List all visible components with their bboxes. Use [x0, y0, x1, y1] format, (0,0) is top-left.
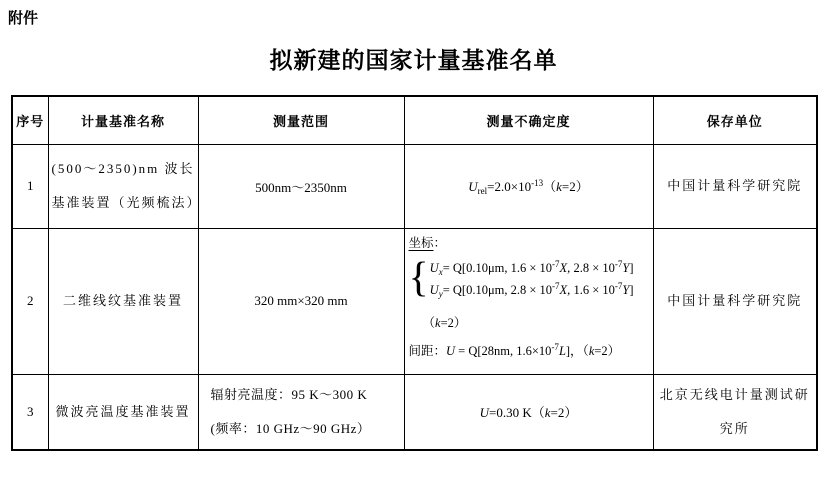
formula-exp: -7: [551, 341, 559, 352]
coordinate-label: 坐标: [408, 235, 434, 250]
paren-close: =2）: [440, 315, 467, 330]
table-row: [12, 228, 817, 374]
header-range: 测量范围: [198, 96, 404, 144]
row2-keeper: 中国计量科学研究院: [653, 228, 817, 374]
formula-x: X,: [559, 260, 571, 275]
paren-close: =2）: [550, 405, 578, 421]
formula-body: 2.8 × 10: [570, 260, 615, 275]
uncertainty-formula: [480, 405, 578, 420]
equation-uy: [430, 279, 634, 301]
row2-range: 320 mm×320 mm: [198, 228, 404, 374]
formula-var: U: [468, 179, 478, 194]
row1-name: (500～2350)nm 波长基准装置（光频梳法）: [48, 144, 198, 228]
formula-l: L: [558, 343, 566, 358]
uncertainty-formula: [468, 179, 588, 194]
row3-uncertainty: [404, 374, 653, 450]
paren-open: （: [543, 179, 557, 194]
row1-keeper: 中国计量科学研究院: [653, 144, 817, 228]
row1-seq: 1: [12, 144, 48, 228]
formula-exp: -7: [552, 258, 560, 269]
coordinate-label-line: [409, 235, 651, 251]
left-brace: {: [408, 255, 429, 302]
formula-body: =0.30 K（: [489, 405, 545, 421]
row1-uncertainty: [404, 144, 653, 228]
table-row: [12, 144, 817, 228]
formula-body: = Q[0.10μm, 1.6 × 10: [442, 260, 553, 275]
formula-body: =2.0×10: [487, 179, 532, 194]
attachment-label: 附件: [8, 10, 39, 27]
standards-table: [11, 95, 818, 451]
formula-var: U: [429, 283, 439, 298]
page-title: 拟新建的国家计量基准名单: [269, 48, 558, 73]
header-uncertainty: 测量不确定度: [404, 96, 653, 144]
paren-close: =2）: [561, 179, 589, 194]
spacing-label: 间距：: [408, 343, 447, 358]
formula-sub: y: [438, 289, 443, 300]
coordinate-colon: ：: [433, 235, 447, 250]
formula-exp: -7: [614, 281, 623, 292]
header-name: 计量基准名称: [48, 96, 198, 144]
row3-seq: 3: [12, 374, 48, 450]
formula-sub: x: [438, 266, 443, 277]
formula-body: ]，（: [565, 343, 589, 358]
formula-var: U: [479, 405, 490, 421]
formula-body: = Q[0.10μm, 2.8 × 10: [442, 283, 553, 298]
table-row: [12, 374, 817, 450]
range-line-2: (频率：10 GHz～90 GHz）: [210, 420, 371, 436]
row3-range: [198, 374, 404, 450]
row3-name: 微波亮温度基准装置: [48, 374, 198, 450]
formula-close: ]: [629, 283, 634, 298]
formula-close: ]: [629, 260, 634, 275]
spacing-formula-line: [409, 342, 651, 359]
formula-exp: -7: [614, 258, 623, 269]
formula-body: = Q[28nm, 1.6×10: [455, 343, 552, 358]
paren-open: （: [422, 315, 436, 330]
formula-exp: -7: [552, 281, 560, 292]
paren-close: =2）: [594, 343, 621, 358]
coverage-factor-line: [423, 315, 651, 331]
formula-y: Y: [622, 283, 630, 298]
header-seq: 序号: [12, 96, 48, 144]
formula-sub: rel: [477, 186, 488, 196]
formula-x: X,: [559, 283, 571, 298]
formula-k: k: [588, 343, 595, 358]
formula-body: 1.6 × 10: [570, 283, 615, 298]
row2-uncertainty: [404, 228, 653, 374]
formula-var: U: [429, 260, 439, 275]
formula-y: Y: [622, 260, 630, 275]
formula-var: U: [446, 343, 456, 358]
row2-seq: 2: [12, 228, 48, 374]
row1-range: 500nm～2350nm: [198, 144, 404, 228]
equations: [430, 257, 634, 302]
formula-exp: -13: [531, 178, 544, 188]
range-line-1: 辐射亮温度：95 K～300 K: [210, 386, 368, 402]
formula-k: k: [556, 179, 562, 194]
table-header-row: [12, 96, 817, 144]
row2-name: 二维线纹基准装置: [48, 228, 198, 374]
equation-ux: [430, 257, 634, 279]
formula-k: k: [435, 315, 441, 330]
equation-system: [409, 257, 651, 302]
header-keeper: 保存单位: [653, 96, 817, 144]
formula-k: k: [544, 405, 551, 421]
row3-keeper: 北京无线电计量测试研究所: [653, 374, 817, 450]
